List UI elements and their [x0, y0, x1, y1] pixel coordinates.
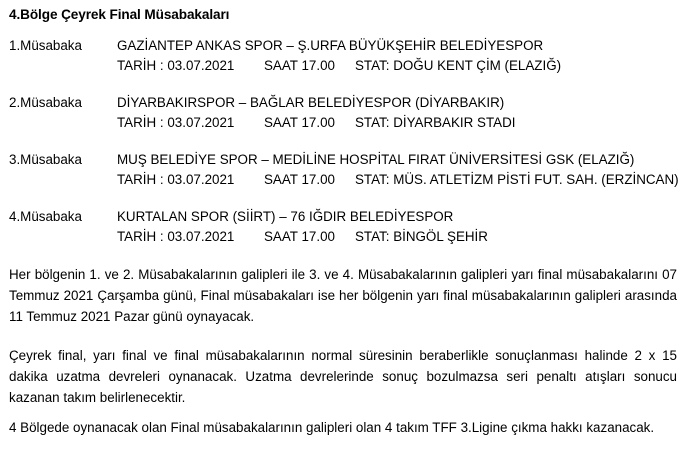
match-header-line [9, 150, 699, 170]
match-number: 3.Müsabaka [9, 152, 82, 167]
match-teams: KURTALAN SPOR (SİİRT) – 76 IĞDIR BELEDİYESPOR [117, 209, 454, 224]
match-stadium: STAT: MÜS. ATLETİZM PİSTİ FUT. SAH. (ERZİNCAN) [355, 172, 679, 187]
paragraph-schedule: Her bölgenin 1. ve 2. Müsabakalarının galipleri ile 3. ve 4. Müsabakalarının galipleri yarı final müsabakalarını 07 Temmuz 2021 Çarşamba günü, Final müsabakaları ise her bölgenin yarı final müsabakalarının galipleri arasında 11 Temmuz 2021 Pazar günü oynayacak. [9, 267, 677, 324]
match-time: SAAT 17.00 [264, 58, 335, 73]
match-block [9, 36, 699, 76]
match-stadium: STAT: DİYARBAKIR STADI [355, 115, 516, 130]
match-date: TARİH : 03.07.2021 [117, 172, 235, 187]
match-stadium: STAT: BİNGÖL ŞEHİR [355, 229, 488, 244]
page-title: 4.Bölge Çeyrek Final Müsabakaları [9, 7, 230, 22]
match-block [9, 150, 699, 190]
match-stadium: STAT: DOĞU KENT ÇİM (ELAZIĞ) [355, 58, 562, 73]
match-number: 1.Müsabaka [9, 38, 82, 53]
match-date: TARİH : 03.07.2021 [117, 58, 235, 73]
match-details-line [9, 56, 699, 76]
match-block [9, 207, 699, 247]
match-date: TARİH : 03.07.2021 [117, 229, 235, 244]
match-time: SAAT 17.00 [264, 172, 335, 187]
match-details-line [9, 113, 699, 133]
match-block [9, 93, 699, 133]
match-details-line [9, 170, 699, 190]
match-teams: MUŞ BELEDİYE SPOR – MEDİLİNE HOSPİTAL FIRAT ÜNİVERSİTESİ GSK (ELAZIĞ) [117, 152, 635, 167]
match-time: SAAT 17.00 [264, 115, 335, 130]
match-date: TARİH : 03.07.2021 [117, 115, 235, 130]
match-number: 4.Müsabaka [9, 209, 82, 224]
match-time: SAAT 17.00 [264, 229, 335, 244]
match-teams: GAZİANTEP ANKAS SPOR – Ş.URFA BÜYÜKŞEHİR BELEDİYESPOR [117, 38, 544, 53]
match-details-line [9, 227, 699, 247]
match-header-line [9, 36, 699, 56]
match-number: 2.Müsabaka [9, 95, 82, 110]
match-teams: DİYARBAKIRSPOR – BAĞLAR BELEDİYESPOR (DİYARBAKIR) [117, 95, 505, 110]
match-header-line [9, 207, 699, 227]
paragraph-promotion: 4 Bölgede oynanacak olan Final müsabakalarının galipleri olan 4 takım TFF 3.Ligine çıkma hakkı kazanacak. [9, 420, 655, 435]
paragraph-extra-time: Çeyrek final, yarı final ve final müsabakalarının normal süresinin beraberlikle sonuçlanması halinde 2 x 15 dakika uzatma devreleri oynanacak. Uzatma devrelerinde sonuç bozulmazsa seri penaltı atışları sonucu kazanan takım belirlenecektir. [9, 348, 677, 405]
match-header-line [9, 93, 699, 113]
